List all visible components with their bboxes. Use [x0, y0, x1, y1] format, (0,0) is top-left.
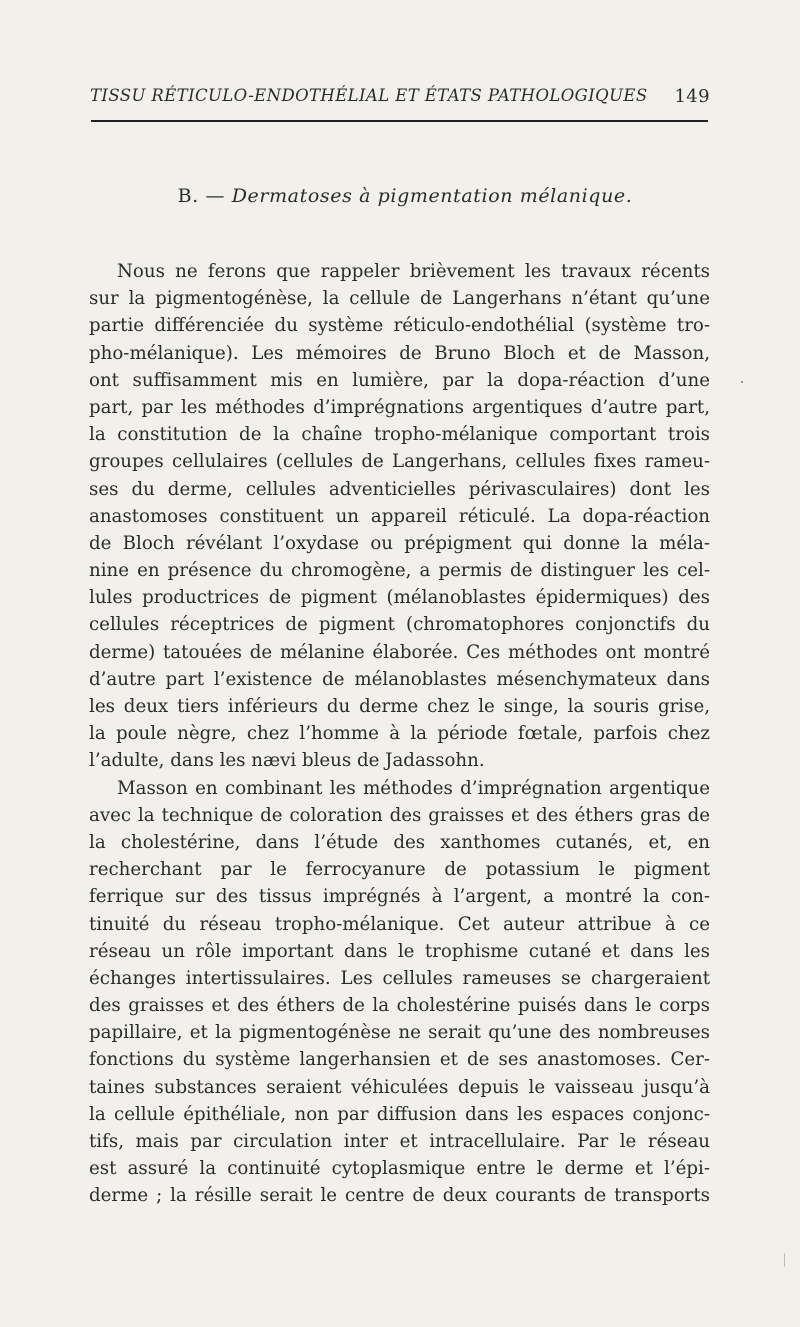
- text-line: des graisses et des éthers de la cholestérine puisés dans le corps: [89, 995, 710, 1017]
- section-title: Dermatoses à pigmentation mélanique.: [231, 185, 633, 207]
- running-head: [90, 86, 710, 112]
- text-line: derme ; la résille serait le centre de deux courants de transports: [89, 1185, 710, 1207]
- text-line: échanges intertissulaires. Les cellules rameuses se chargeraient: [89, 967, 710, 989]
- text-line: ferrique sur des tissus imprégnés à l’argent, a montré la con-: [89, 886, 710, 908]
- text-line: avec la technique de coloration des graisses et des éthers gras de: [89, 804, 710, 826]
- text-line: papillaire, et la pigmentogénèse ne serait qu’une des nombreuses: [89, 1022, 710, 1044]
- text-line: la poule nègre, chez l’homme à la période fœtale, parfois chez: [89, 723, 710, 745]
- paper-speck: [741, 381, 743, 383]
- text-line: tifs, mais par circulation inter et intracellulaire. Par le réseau: [89, 1131, 710, 1152]
- text-line: tinuité du réseau tropho-mélanique. Cet auteur attribue à ce: [89, 913, 710, 935]
- text-line: nine en présence du chromogène, a permis de distinguer les cel-: [89, 560, 710, 582]
- text-line: Masson en combinant les méthodes d’imprégnation argentique: [117, 777, 710, 799]
- running-title: TISSU RÉTICULO-ENDOTHÉLIAL ET ÉTATS PATHOLOGIQUES: [90, 86, 648, 105]
- text-line: réseau un rôle important dans le trophisme cutané et dans les: [89, 940, 710, 962]
- text-line: la cellule épithéliale, non par diffusion dans les espaces conjonc-: [89, 1103, 710, 1125]
- text-line: cellules réceptrices de pigment (chromatophores conjonctifs du: [89, 614, 710, 636]
- text-line: taines substances seraient véhiculées depuis le vaisseau jusqu’à: [89, 1076, 710, 1098]
- paragraph: [89, 775, 710, 1210]
- text-line: lules productrices de pigment (mélanoblastes épidermiques) des: [89, 587, 710, 609]
- section-heading: [0, 185, 800, 207]
- section-label: B. —: [177, 185, 226, 207]
- text-line: groupes cellulaires (cellules de Langerhans, cellules fixes rameu-: [89, 451, 710, 473]
- text-line: l’adulte, dans les nævi bleus de Jadassohn.: [89, 750, 485, 772]
- text-line: la cholestérine, dans l’étude des xanthomes cutanés, et, en: [89, 831, 710, 853]
- text-line: la constitution de la chaîne tropho-mélanique comportant trois: [89, 424, 710, 446]
- text-line: ont suffisamment mis en lumière, par la dopa-réaction d’une: [89, 369, 710, 391]
- text-line: ses du derme, cellules adventicielles périvasculaires) dont les: [89, 478, 710, 500]
- text-line: sur la pigmentogénèse, la cellule de Langerhans n’étant qu’une: [89, 288, 710, 310]
- text-line: fonctions du système langerhansien et de ses anastomoses. Cer-: [89, 1049, 710, 1071]
- page-number: 149: [674, 86, 710, 107]
- text-line: recherchant par le ferrocyanure de potassium le pigment: [89, 859, 710, 881]
- paragraph: [89, 258, 710, 775]
- text-line: les deux tiers inférieurs du derme chez le singe, la souris grise,: [89, 696, 710, 717]
- text-line: part, par les méthodes d’imprégnations argentiques d’autre part,: [89, 396, 710, 418]
- text-line: d’autre part l’existence de mélanoblastes mésenchymateux dans: [89, 668, 710, 690]
- body-text: [89, 258, 710, 1210]
- paper-speck: [784, 1253, 785, 1267]
- text-line: de Bloch révélant l’oxydase ou prépigment qui donne la méla-: [89, 532, 710, 554]
- text-line: anastomoses constituent un appareil réticulé. La dopa-réaction: [89, 505, 710, 527]
- header-rule: [91, 120, 708, 122]
- text-line: partie différenciée du système réticulo-endothélial (système tro-: [89, 315, 710, 337]
- text-line: derme) tatouées de mélanine élaborée. Ces méthodes ont montré: [89, 641, 710, 663]
- text-line: Nous ne ferons que rappeler brièvement les travaux récents: [117, 261, 710, 282]
- text-line: pho-mélanique). Les mémoires de Bruno Bloch et de Masson,: [89, 342, 710, 364]
- text-line: est assuré la continuité cytoplasmique entre le derme et l’épi-: [89, 1158, 710, 1180]
